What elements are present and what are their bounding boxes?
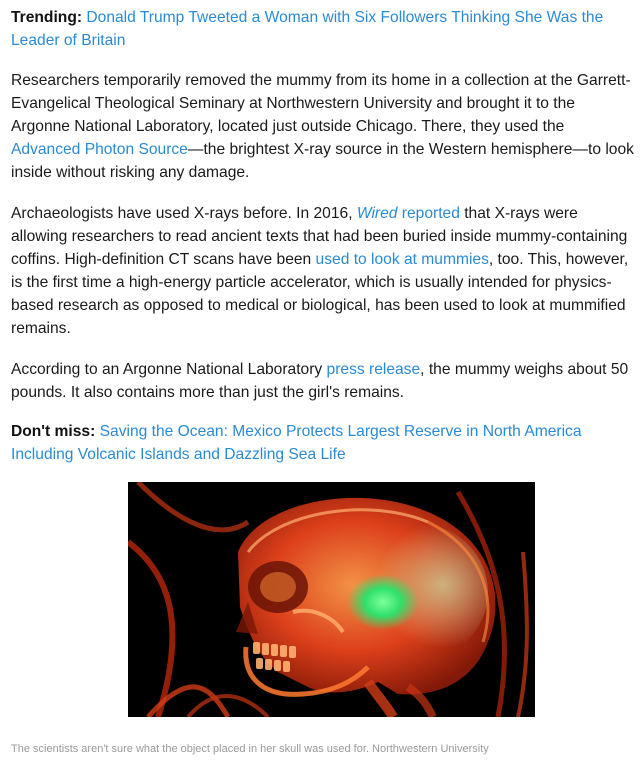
dont-miss-line [11, 420, 637, 466]
paragraph-text: Researchers temporarily removed the mummy from its home in a collection at the Garrett-Evangelical Theological Seminary at Northwestern University and brought it to the Argonne National Laboratory, located just outside Chicago. There, they used the [11, 72, 631, 135]
trending-line [11, 6, 637, 52]
trending-link[interactable]: Donald Trump Tweeted a Woman with Six Followers Thinking She Was the Leader of Britain [11, 9, 604, 49]
mummy-xray-image [128, 482, 535, 717]
xray-skull-illustration [128, 482, 535, 717]
reported-link-text: reported [397, 205, 460, 222]
wired-reported-link[interactable] [357, 205, 460, 222]
paragraph-text: Archaeologists have used X-rays before. In 2016, [11, 205, 357, 222]
paragraph-weight [11, 358, 637, 404]
paragraph-text: , too. This, however, is the first time a high-energy particle accelerator, which is usually intended for physics-based research as opposed to medical or biological, has been used to look at mummified remains. [11, 251, 629, 337]
paragraph-text: According to an Argonne National Laboratory [11, 361, 327, 378]
dont-miss-link[interactable]: Saving the Ocean: Mexico Protects Largest Reserve in North America Including Volcanic Islands and Dazzling Sea Life [11, 423, 582, 463]
wired-link-text: Wired [356, 205, 398, 222]
paragraph-text: , the mummy weighs about 50 pounds. It also contains more than just the girl's remains. [11, 361, 629, 401]
advanced-photon-source-link[interactable]: Advanced Photon Source [11, 141, 188, 158]
paragraph-xrays [11, 202, 637, 340]
dont-miss-label: Don't miss: [11, 423, 96, 440]
trending-label: Trending: [11, 9, 83, 26]
press-release-link[interactable]: press release [326, 361, 421, 378]
paragraph-apparatus [11, 69, 637, 184]
used-to-look-at-mummies-link[interactable]: used to look at mummies [315, 251, 489, 268]
paragraph-text: —the brightest X-ray source in the Western hemisphere—to look inside without risking any damage. [11, 141, 634, 181]
paragraph-text: that X-rays were allowing researchers to read ancient texts that had been buried inside mummy-containing coffins. High-definition CT scans have been [11, 205, 628, 268]
image-caption: The scientists aren't sure what the object placed in her skull was used for. Northwestern University [11, 743, 489, 755]
